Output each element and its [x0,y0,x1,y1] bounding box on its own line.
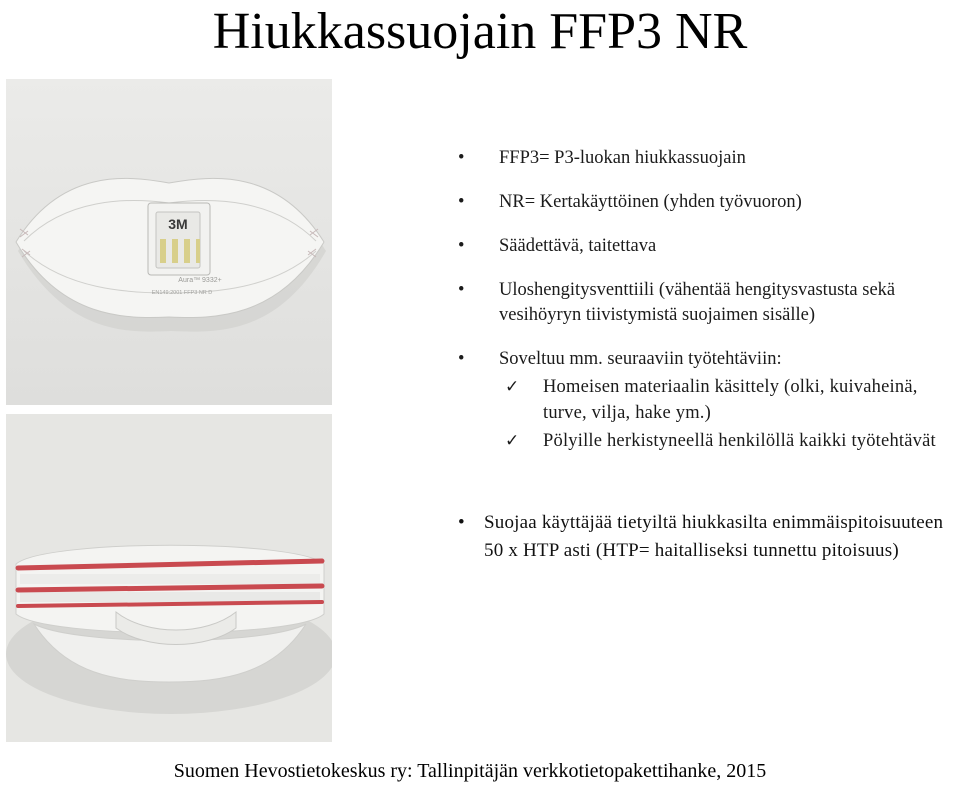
mask-folded-photo [6,414,332,742]
check-icon: ✓ [505,377,520,397]
bullet-dot: • [458,512,465,533]
bullet-suitable-for: • Soveltuu mm. seuraaviin työtehtäviin: ✓ Homeisen materiaalin käsittely (olki, kuivaheinä, turve, vilja, hake ym.) ✓ Pölyille herkistyneellä henkilöllä kaikki työtehtävät [458,347,958,454]
svg-text:EN149:2001 FFP3 NR D: EN149:2001 FFP3 NR D [151,290,213,296]
slide-footer: Suomen Hevostietokeskus ry: Tallinpitäjän verkkotietopakettihanke, 2015 [173,760,767,782]
bullet-valve: • Uloshengitysventtiili (vähentää hengitysvastusta sekä vesihöyryn tiivistymistä suojaimen sisälle) [458,280,896,325]
task-dust-sensitized: ✓ Pölyille herkistyneellä henkilöllä kaikki työtehtävät [499,428,958,454]
bullet-dot: • [458,280,465,300]
bullet-dot: • [458,236,465,256]
task-sublist [499,374,958,454]
svg-text:3M: 3M [168,216,188,232]
mask-front-photo [6,79,332,405]
check-icon: ✓ [505,431,520,451]
protection-note: • Suojaa käyttäjää tietyiltä hiukkasilta enimmäispitoisuuteen 50 x HTP asti (HTP= haitalliseksi tunnettu pitoisuus) [458,509,958,565]
svg-text:Aura™ 9332+: Aura™ 9332+ [178,277,222,284]
slide-title: Hiukkassuojain FFP3 NR [212,3,748,60]
bullet-dot: • [458,148,465,168]
task-mold-handling: ✓ Homeisen materiaalin käsittely (olki, kuivaheinä, turve, vilja, hake ym.) [499,374,958,426]
feature-list [458,146,958,473]
bullet-nr: • NR= Kertakäyttöinen (yhden työvuoron) [458,190,958,215]
bullet-adjustable: • Säädettävä, taitettava [458,234,958,259]
bullet-ffp3: • FFP3= P3-luokan hiukkassuojain [458,146,958,171]
bullet-dot: • [458,192,465,212]
bullet-dot: • [458,349,465,369]
